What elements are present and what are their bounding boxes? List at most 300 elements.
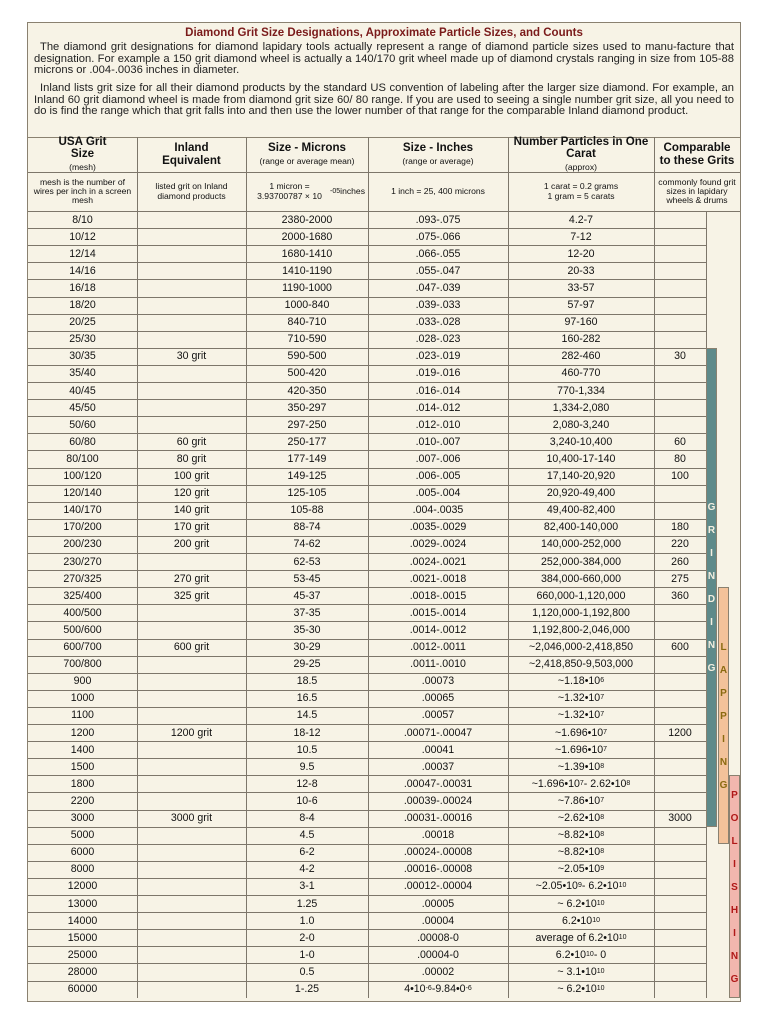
row-divider [28, 673, 706, 674]
cell-particles-per-carat: ~1.32•10 7 [557, 709, 605, 722]
cell-size-microns: 840-710 [287, 316, 327, 329]
cell-comparable-grits [654, 416, 706, 433]
cell-usa-grit: 8000 [70, 863, 95, 876]
cell-comparable-grits [654, 365, 706, 382]
cell-usa-grit: 1100 [71, 709, 94, 722]
cell-size-inches: .00041 [421, 743, 455, 756]
cell-particles-per-carat: 82,400-140,000 [543, 521, 619, 534]
cell-particles-per-carat: ~1.696•10 7 - 2.62•10 8 [531, 777, 631, 790]
cell-comparable-grits [654, 690, 706, 707]
cell-particles-per-carat: ~1.39•10 8 [557, 760, 605, 773]
cell-usa-grit: 45/50 [69, 401, 96, 414]
cell-usa-grit: 230/270 [63, 555, 102, 568]
cell-size-inches: .0018-.0015 [409, 589, 467, 602]
cell-size-inches: .00004-0 [417, 948, 459, 961]
cell-comparable-grits [654, 314, 706, 331]
cell-comparable-grits [654, 758, 706, 775]
row-divider [28, 878, 706, 879]
cell-comparable-grits: 80 [674, 452, 686, 465]
cell-comparable-grits [654, 656, 706, 673]
process-bar-label: P O L I S H I N G [730, 789, 739, 985]
row-divider [28, 912, 706, 913]
row-divider [28, 468, 706, 469]
cell-size-inches: .0021-.0018 [409, 572, 467, 585]
cell-comparable-grits [654, 792, 706, 809]
cell-size-microns: 1.25 [296, 897, 318, 910]
cell-usa-grit: 14/16 [69, 264, 96, 277]
cell-usa-grit: 120/140 [63, 487, 102, 500]
cell-usa-grit: 140/170 [63, 504, 102, 517]
cell-inland-equivalent [137, 741, 246, 758]
cell-particles-per-carat: 384,000-660,000 [540, 572, 622, 585]
cell-particles-per-carat: 1,192,800-2,046,000 [532, 623, 630, 636]
cell-usa-grit: 1400 [70, 743, 95, 756]
column-divider [246, 137, 247, 998]
cell-particles-per-carat: 97-160 [564, 316, 598, 329]
row-divider [28, 707, 706, 708]
cell-particles-per-carat: ~8.82•10 8 [557, 829, 605, 842]
cell-size-microns: 14.5 [296, 709, 318, 722]
cell-particles-per-carat: ~2,418,850-9,503,000 [529, 658, 633, 671]
cell-particles-per-carat: 2,080-3,240 [552, 418, 610, 431]
cell-comparable-grits [654, 775, 706, 792]
cell-particles-per-carat: 57-97 [567, 299, 595, 312]
cell-size-microns: 105-88 [290, 504, 324, 517]
cell-usa-grit: 35/40 [69, 367, 96, 380]
cell-inland-equivalent [137, 604, 246, 621]
cell-particles-per-carat: ~2.05•10 9 [557, 863, 605, 876]
row-divider [28, 656, 706, 657]
cell-size-inches: .055-.047 [415, 264, 461, 277]
cell-size-microns: 1680-1410 [281, 247, 333, 260]
cell-comparable-grits [654, 279, 706, 296]
cell-size-microns: 10.5 [296, 743, 318, 756]
cell-inland-equivalent [137, 553, 246, 570]
cell-size-inches: .023-.019 [415, 350, 461, 363]
cell-usa-grit: 270/325 [63, 572, 102, 585]
cell-size-inches: .00012-.00004 [403, 880, 473, 893]
cell-size-microns: 1410-1190 [282, 264, 332, 277]
cell-usa-grit: 200/230 [63, 538, 102, 551]
cell-size-microns: 500-420 [287, 367, 327, 380]
row-divider [28, 827, 706, 828]
cell-size-microns: 2-0 [299, 931, 315, 944]
cell-usa-grit: 25/30 [69, 333, 96, 346]
cell-comparable-grits [654, 262, 706, 279]
row-divider [28, 929, 706, 930]
cell-size-microns: 2380-2000 [281, 213, 333, 226]
row-divider [28, 981, 706, 982]
cell-particles-per-carat: 20,920-49,400 [546, 487, 616, 500]
cell-usa-grit: 700/800 [63, 658, 102, 671]
cell-comparable-grits: 600 [671, 641, 689, 654]
cell-size-inches: .00057 [421, 709, 455, 722]
cell-size-inches: .066-.055 [415, 247, 461, 260]
cell-usa-grit: 25000 [67, 948, 98, 961]
cell-size-inches: .014-.012 [415, 401, 461, 414]
cell-particles-per-carat: ~2.62•10 8 [557, 812, 605, 825]
cell-size-microns: 177-149 [287, 452, 327, 465]
cell-comparable-grits: 260 [671, 555, 689, 568]
cell-size-inches: .004-.0035 [412, 504, 464, 517]
row-divider [28, 810, 706, 811]
cell-particles-per-carat: ~2.05•10 9 - 6.2•10 10 [535, 880, 627, 893]
cell-inland-equivalent [137, 895, 246, 912]
cell-inland-equivalent [137, 399, 246, 416]
cell-usa-grit: 5000 [70, 829, 95, 842]
cell-inland-equivalent [137, 656, 246, 673]
cell-particles-per-carat: 6.2•10 10 - 0 [555, 948, 607, 961]
cell-particles-per-carat: 252,000-384,000 [540, 555, 622, 568]
cell-usa-grit: 12000 [67, 880, 98, 893]
cell-size-microns: 250-177 [287, 435, 327, 448]
cell-size-inches: .016-.014 [415, 384, 461, 397]
process-bar-label: L A P P I N G [719, 641, 728, 791]
row-divider [28, 690, 706, 691]
cell-usa-grit: 600/700 [63, 641, 102, 654]
cell-size-inches: .00018 [421, 829, 455, 842]
cell-particles-per-carat: 460-770 [561, 367, 601, 380]
row-divider [28, 861, 706, 862]
cell-size-microns: 88-74 [293, 521, 321, 534]
cell-size-microns: 29-25 [293, 658, 321, 671]
row-divider [28, 365, 706, 366]
cell-size-inches: .039-.033 [415, 299, 461, 312]
cell-size-microns: 8-4 [299, 812, 315, 825]
cell-inland-equivalent: 3000 grit [170, 812, 213, 825]
cell-size-inches: .00031-.00016 [403, 812, 473, 825]
cell-size-inches: .00071-.00047 [403, 726, 473, 739]
subheader-size-inches: 1 inch = 25, 400 microns [391, 185, 485, 196]
cell-size-inches: .019-.016 [415, 367, 461, 380]
cell-size-inches: .00039-.00024 [403, 794, 473, 807]
row-divider [28, 416, 706, 417]
cell-size-microns: 9.5 [299, 760, 315, 773]
cell-particles-per-carat: ~1.696•10 7 [554, 743, 608, 756]
cell-size-microns: 45-37 [293, 589, 321, 602]
cell-inland-equivalent: 600 grit [173, 641, 210, 654]
cell-usa-grit: 18/20 [69, 299, 96, 312]
row-divider [28, 519, 706, 520]
cell-size-inches: .00005 [421, 897, 455, 910]
cell-comparable-grits: 180 [671, 521, 689, 534]
cell-inland-equivalent [137, 365, 246, 382]
cell-inland-equivalent [137, 792, 246, 809]
cell-size-microns: 12-8 [296, 777, 318, 790]
cell-comparable-grits: 60 [674, 435, 686, 448]
cell-inland-equivalent: 170 grit [173, 521, 210, 534]
cell-comparable-grits: 360 [671, 589, 689, 602]
cell-usa-grit: 16/18 [69, 281, 96, 294]
cell-particles-per-carat: ~ 6.2•10 10 [557, 983, 605, 996]
cell-comparable-grits: 30 [674, 350, 686, 363]
row-divider [28, 450, 706, 451]
row-divider [28, 211, 740, 212]
cell-inland-equivalent [137, 844, 246, 861]
cell-size-inches: .00008-0 [417, 931, 459, 944]
cell-comparable-grits [654, 621, 706, 638]
row-divider [28, 314, 706, 315]
row-divider [28, 433, 706, 434]
cell-size-microns: 1-0 [299, 948, 315, 961]
cell-usa-grit: 60000 [67, 983, 98, 996]
cell-particles-per-carat: 282-460 [561, 350, 601, 363]
cell-particles-per-carat: ~2,046,000-2,418,850 [529, 641, 633, 654]
cell-particles-per-carat: 660,000-1,120,000 [536, 589, 626, 602]
cell-inland-equivalent: 200 grit [173, 538, 210, 551]
cell-size-inches: .005-.004 [415, 487, 461, 500]
cell-usa-grit: 900 [73, 675, 92, 688]
cell-particles-per-carat: ~8.82•10 8 [557, 846, 605, 859]
cell-particles-per-carat: average of 6.2•10 10 [535, 931, 627, 944]
cell-particles-per-carat: 770-1,334 [557, 384, 605, 397]
cell-size-inches: 4•10 -6 -9.84•0 -6 [404, 983, 472, 996]
cell-inland-equivalent [137, 228, 246, 245]
cell-comparable-grits [654, 673, 706, 690]
cell-usa-grit: 325/400 [63, 589, 102, 602]
cell-particles-per-carat: 1,120,000-1,192,800 [532, 606, 630, 619]
cell-particles-per-carat: 20-33 [567, 264, 595, 277]
cell-comparable-grits [654, 707, 706, 724]
cell-size-inches: .00002 [421, 965, 455, 978]
row-divider [28, 331, 706, 332]
cell-particles-per-carat: 33-57 [567, 281, 595, 294]
cell-size-inches: .00047-.00031 [403, 777, 473, 790]
cell-inland-equivalent: 120 grit [173, 487, 210, 500]
cell-size-microns: 10-6 [296, 794, 318, 807]
cell-usa-grit: 30/35 [69, 350, 96, 363]
cell-particles-per-carat: 140,000-252,000 [540, 538, 622, 551]
cell-inland-equivalent: 80 grit [176, 452, 207, 465]
column-divider [137, 137, 138, 998]
cell-size-microns: 53-45 [293, 572, 321, 585]
subheader-usa-grit: mesh is the number of wires per inch in a screen mesh [33, 176, 132, 206]
cell-inland-equivalent [137, 963, 246, 980]
row-divider [28, 724, 706, 725]
subheader-inland-equivalent: listed grit on Inland diamond products [155, 181, 228, 201]
cell-particles-per-carat: 7-12 [570, 230, 592, 243]
cell-size-inches: .047-.039 [415, 281, 461, 294]
cell-inland-equivalent [137, 878, 246, 895]
process-bar-polishing [729, 775, 740, 997]
cell-size-microns: 2000-1680 [281, 230, 333, 243]
cell-usa-grit: 80/100 [66, 452, 99, 465]
cell-inland-equivalent [137, 621, 246, 638]
cell-size-microns: 1-.25 [294, 983, 320, 996]
cell-size-microns: 18.5 [296, 675, 318, 688]
cell-comparable-grits [654, 245, 706, 262]
cell-usa-grit: 60/80 [69, 435, 96, 448]
cell-size-microns: 1190-1000 [282, 281, 332, 294]
subheader-particles-per-carat: 1 carat = 0.2 grams 1 gram = 5 carats [543, 181, 619, 201]
cell-inland-equivalent [137, 262, 246, 279]
cell-inland-equivalent [137, 946, 246, 963]
cell-size-inches: .00004 [421, 914, 455, 927]
cell-size-microns: 420-350 [287, 384, 327, 397]
cell-particles-per-carat: 160-282 [561, 333, 601, 346]
cell-comparable-grits [654, 912, 706, 929]
cell-size-microns: 0.5 [299, 965, 315, 978]
cell-comparable-grits [654, 827, 706, 844]
row-divider [28, 844, 706, 845]
row-divider [28, 895, 706, 896]
header-size-inches: Size - Inches (range or average) [402, 141, 474, 166]
row-divider [28, 502, 706, 503]
cell-usa-grit: 500/600 [63, 623, 102, 636]
cell-size-microns: 3-1 [299, 880, 315, 893]
cell-inland-equivalent: 60 grit [176, 435, 207, 448]
cell-particles-per-carat: 10,400-17-140 [546, 452, 616, 465]
cell-comparable-grits [654, 399, 706, 416]
cell-inland-equivalent [137, 245, 246, 262]
cell-inland-equivalent [137, 211, 246, 228]
cell-size-inches: .0011-.0010 [410, 658, 466, 671]
cell-size-inches: .0015-.0014 [409, 606, 467, 619]
cell-comparable-grits [654, 741, 706, 758]
cell-inland-equivalent [137, 382, 246, 399]
cell-usa-grit: 1500 [70, 760, 95, 773]
cell-particles-per-carat: 49,400-82,400 [546, 504, 616, 517]
cell-size-microns: 30-29 [293, 641, 321, 654]
cell-size-microns: 62-53 [293, 555, 321, 568]
cell-inland-equivalent: 325 grit [173, 589, 210, 602]
cell-inland-equivalent [137, 416, 246, 433]
cell-comparable-grits: 100 [671, 470, 689, 483]
header-inland-equivalent: Inland Equivalent [162, 141, 221, 167]
process-bar-label: G R I N D I N G [707, 502, 716, 675]
grit-chart-page [27, 22, 741, 1002]
cell-comparable-grits [654, 382, 706, 399]
cell-size-inches: .0029-.0024 [409, 538, 467, 551]
cell-size-inches: .0014-.0012 [409, 623, 467, 636]
cell-inland-equivalent [137, 673, 246, 690]
cell-size-inches: .00037 [421, 760, 455, 773]
cell-size-inches: .010-.007 [415, 435, 461, 448]
cell-usa-grit: 20/25 [69, 316, 96, 329]
cell-particles-per-carat: ~1.18•10 6 [557, 675, 605, 688]
header-usa-grit: USA Grit Size (mesh) [58, 134, 107, 172]
cell-comparable-grits [654, 604, 706, 621]
cell-particles-per-carat: 6.2•10 10 [561, 914, 601, 927]
header-size-microns: Size - Microns (range or average mean) [259, 141, 355, 166]
cell-size-microns: 125-105 [287, 487, 327, 500]
row-divider [28, 604, 706, 605]
row-divider [28, 262, 706, 263]
cell-inland-equivalent: 1200 grit [170, 726, 213, 739]
cell-inland-equivalent [137, 929, 246, 946]
cell-comparable-grits [654, 228, 706, 245]
cell-size-microns: 149-125 [287, 470, 327, 483]
row-divider [28, 228, 706, 229]
cell-size-microns: 350-297 [287, 401, 327, 414]
cell-size-microns: 297-250 [287, 418, 327, 431]
header-comparable-grits: Comparable to these Grits [659, 141, 735, 167]
cell-size-inches: .093-.075 [415, 213, 461, 226]
cell-comparable-grits [654, 929, 706, 946]
cell-size-microns: 16.5 [296, 692, 318, 705]
cell-particles-per-carat: ~1.32•10 7 [557, 692, 605, 705]
cell-comparable-grits [654, 485, 706, 502]
row-divider [28, 172, 740, 173]
cell-inland-equivalent [137, 690, 246, 707]
row-divider [28, 399, 706, 400]
cell-inland-equivalent [137, 861, 246, 878]
cell-size-microns: 18-12 [293, 726, 321, 739]
cell-inland-equivalent: 100 grit [173, 470, 210, 483]
intro-paragraph-1: The diamond grit designations for diamond lapidary tools actually represent a range of diamond particle sizes used to manu-facture that designation. For example a 150 grit diamond wheel is actually a 140/170 grit wheel made up of diamond crystals ranging in size from 105-88 microns or .004-.0036 inches in diameter. [34, 41, 734, 77]
cell-size-inches: .00073 [421, 675, 455, 688]
cell-inland-equivalent [137, 707, 246, 724]
cell-usa-grit: 1000 [70, 692, 95, 705]
row-divider [28, 570, 706, 571]
cell-inland-equivalent [137, 314, 246, 331]
cell-size-microns: 1.0 [299, 914, 315, 927]
column-divider [508, 137, 509, 998]
cell-usa-grit: 12/14 [69, 247, 96, 260]
cell-inland-equivalent [137, 912, 246, 929]
row-divider [28, 297, 706, 298]
cell-usa-grit: 1200 [70, 726, 95, 739]
cell-comparable-grits [654, 844, 706, 861]
cell-size-microns: 6-2 [299, 846, 315, 859]
cell-particles-per-carat: 4.2-7 [568, 213, 594, 226]
cell-comparable-grits [654, 963, 706, 980]
subheader-comparable-grits: commonly found grit sizes in lapidary wheels & drums [658, 176, 736, 206]
cell-size-microns: 4-2 [299, 863, 315, 876]
row-divider [28, 639, 706, 640]
cell-size-microns: 590-500 [287, 350, 327, 363]
column-divider [654, 137, 655, 998]
cell-comparable-grits: 1200 [668, 726, 692, 739]
cell-inland-equivalent [137, 758, 246, 775]
cell-inland-equivalent: 30 grit [176, 350, 207, 363]
column-divider [368, 137, 369, 998]
cell-comparable-grits: 3000 [668, 812, 692, 825]
cell-usa-grit: 1800 [70, 777, 95, 790]
row-divider [28, 621, 706, 622]
cell-size-inches: .00024-.00008 [403, 846, 473, 859]
grit-size-table [28, 23, 740, 1001]
cell-usa-grit: 170/200 [63, 521, 102, 534]
cell-particles-per-carat: 3,240-10,400 [549, 435, 613, 448]
cell-size-inches: .006-.005 [415, 470, 461, 483]
page-title: Diamond Grit Size Designations, Approximate Particle Sizes, and Counts [185, 27, 583, 39]
subheader-size-microns: 1 micron = 3.93700787 × 10 -05 inches [257, 181, 365, 201]
cell-size-microns: 35-30 [293, 623, 321, 636]
cell-usa-grit: 15000 [67, 931, 98, 944]
cell-particles-per-carat: ~1.696•10 7 [554, 726, 608, 739]
header-particles-per-carat: Number Particles in One Carat (approx) [513, 134, 649, 172]
row-divider [28, 348, 706, 349]
cell-particles-per-carat: ~ 3.1•10 10 [557, 965, 605, 978]
row-divider [28, 245, 706, 246]
cell-usa-grit: 28000 [67, 965, 98, 978]
cell-inland-equivalent [137, 981, 246, 998]
cell-inland-equivalent [137, 775, 246, 792]
cell-inland-equivalent [137, 331, 246, 348]
cell-usa-grit: 40/45 [69, 384, 96, 397]
cell-size-inches: .0012-.0011 [410, 641, 466, 654]
cell-size-microns: 710-590 [287, 333, 327, 346]
row-divider [28, 741, 706, 742]
cell-usa-grit: 2200 [70, 794, 95, 807]
row-divider [28, 946, 706, 947]
cell-usa-grit: 3000 [70, 812, 95, 825]
cell-size-inches: .0024-.0021 [409, 555, 467, 568]
cell-particles-per-carat: ~7.86•10 7 [557, 794, 605, 807]
row-divider [28, 963, 706, 964]
process-bar-lapping [718, 587, 729, 844]
